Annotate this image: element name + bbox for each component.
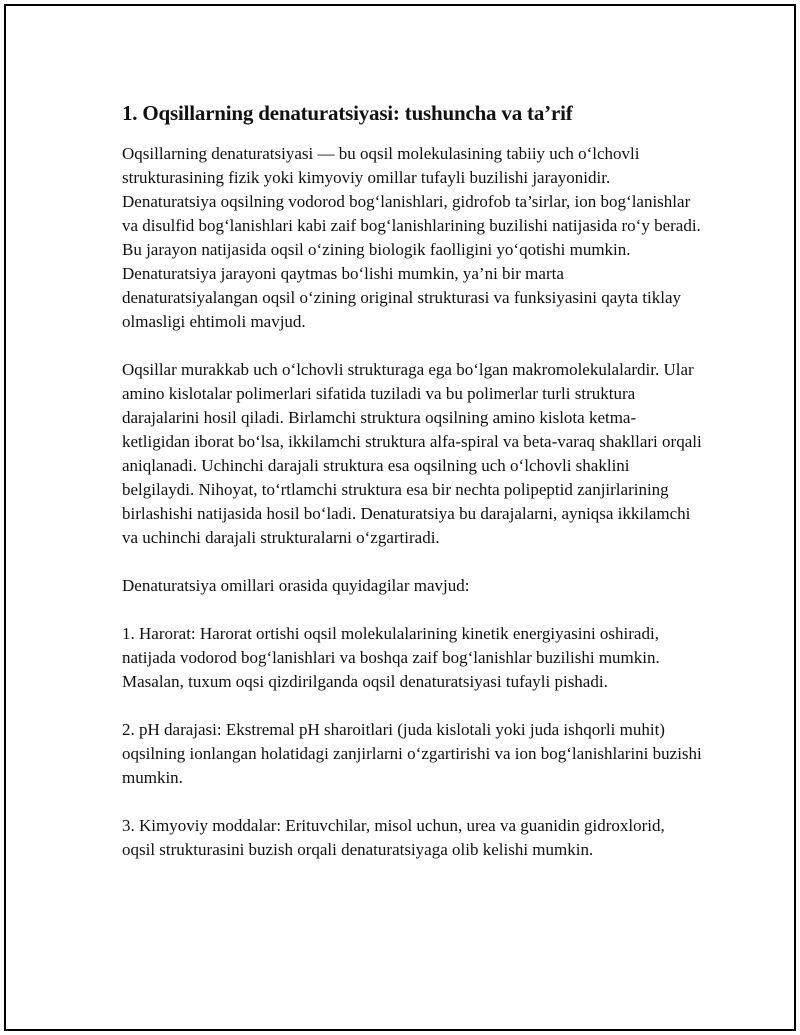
paragraph-definition: Oqsillarning denaturatsiyasi — bu oqsil molekulasining tabiiy uch o‘lchovli strukturasining fizik yoki kimyoviy omillar tufayli buzilishi jarayonidir. Denaturatsiya oqsilning vodorod bog‘lanishlari, gidrofob ta’sirlar, ion bog‘lanishlar va disulfid bog‘lanishlari kabi zaif bog‘lanishlarining buzilishi natijasida ro‘y beradi. Bu jarayon natijasida oqsil o‘zining biologik faolligini yo‘qotishi mumkin. Denaturatsiya jarayoni qaytmas bo‘lishi mumkin, ya’ni bir marta denaturatsiyalangan oqsil o‘zining original strukturasi va funksiyasini qayta tiklay olmasligi ehtimoli mavjud.	[122, 144, 701, 331]
paragraph-structure-levels: Oqsillar murakkab uch o‘lchovli strukturaga ega bo‘lgan makromolekulalardir. Ular amino kislotalar polimerlari sifatida tuziladi va bu polimerlar turli struktura darajalarini hosil qiladi. Birlamchi struktura oqsilning amino kislota ketma-ketligidan iborat bo‘lsa, ikkilamchi struktura alfa-spiral va beta-varaq shakllari orqali aniqlanadi. Uchinchi darajali struktura esa oqsilning uch o‘lchovli shaklini belgilaydi. Nihoyat, to‘rtlamchi struktura esa bir nechta polipeptid zanjirlarining birlashishi natijasida hosil bo‘ladi. Denaturatsiya bu darajalarni, ayniqsa ikkilamchi va uchinchi darajali strukturalarni o‘zgartiradi.	[122, 360, 702, 547]
paragraph-factors-intro: Denaturatsiya omillari orasida quyidagilar mavjud:	[122, 576, 470, 595]
document-page	[4, 4, 796, 1031]
section-heading: 1. Oqsillarning denaturatsiyasi: tushuncha va ta’rif	[122, 101, 573, 125]
document-body	[122, 98, 702, 886]
list-item-chemicals: 3. Kimyoviy moddalar: Erituvchilar, misol uchun, urea va guanidin gidroxlorid, oqsil strukturasini buzish orqali denaturatsiyaga olib kelishi mumkin.	[122, 816, 665, 859]
list-item-temperature: 1. Harorat: Harorat ortishi oqsil molekulalarining kinetik energiyasini oshiradi, natijada vodorod bog‘lanishlari va boshqa zaif bog‘lanishlar buzilishi mumkin. Masalan, tuxum oqsi qizdirilganda oqsil denaturatsiyasi tufayli pishadi.	[122, 624, 660, 691]
list-item-ph: 2. pH darajasi: Ekstremal pH sharoitlari (juda kislotali yoki juda ishqorli muhit) oqsilning ionlangan holatidagi zanjirlarni o‘zgartirishi va ion bog‘lanishlarini buzishi mumkin.	[122, 720, 702, 787]
